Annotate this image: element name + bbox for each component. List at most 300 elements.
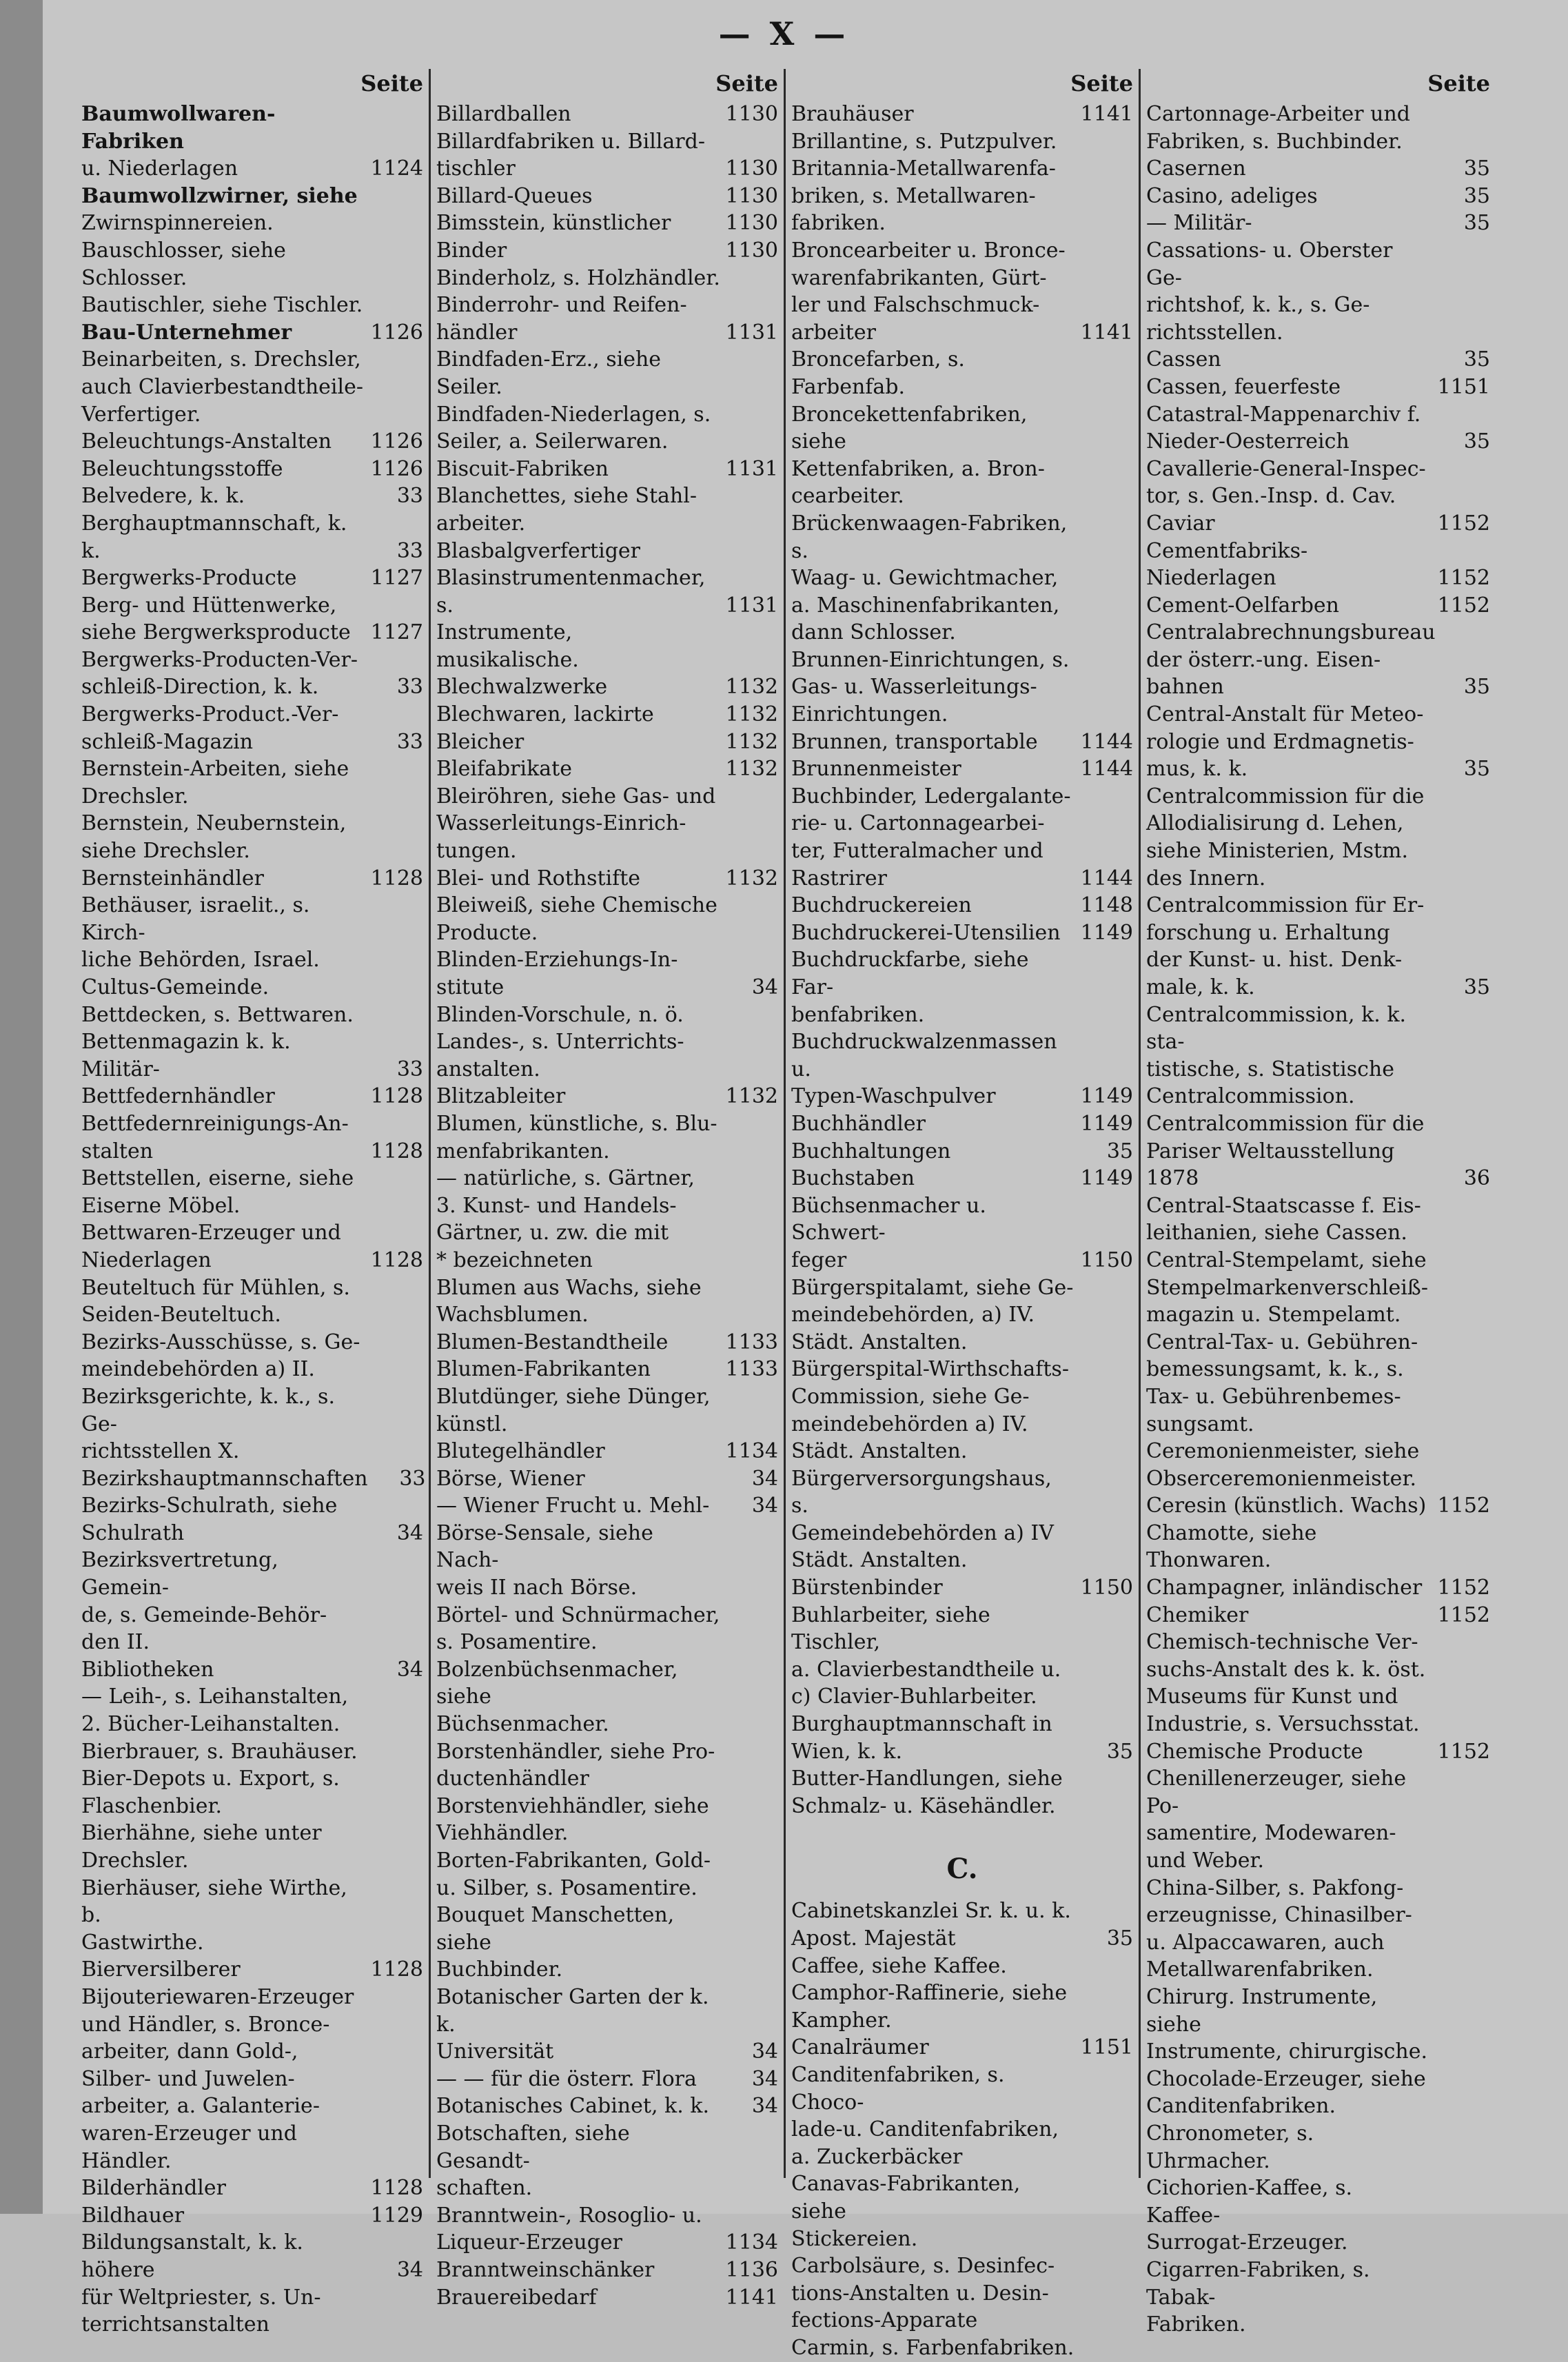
entry-page-ref: 33 bbox=[396, 538, 423, 563]
index-entry bbox=[1146, 2038, 1490, 2066]
index-entry bbox=[1146, 701, 1490, 729]
entry-term: Caviar bbox=[1146, 511, 1215, 536]
index-entry bbox=[436, 2284, 778, 2312]
entry-term: Apost. Majestät bbox=[791, 1926, 956, 1951]
index-entry bbox=[1146, 1001, 1490, 1056]
entry-term: Cartonnage-Arbeiter und bbox=[1146, 102, 1411, 126]
entry-term: Branntwein-, Rosoglio- u. bbox=[436, 2203, 702, 2228]
entry-term: Cavallerie-General-Inspec- bbox=[1146, 456, 1426, 481]
entry-page-ref: 1130 bbox=[725, 238, 778, 263]
entry-page-ref: 1152 bbox=[1437, 1739, 1490, 1764]
index-entry bbox=[1146, 1956, 1490, 1984]
index-entry bbox=[436, 1820, 778, 1847]
entry-page-ref: 35 bbox=[1463, 757, 1490, 782]
entry-term: händler bbox=[436, 320, 518, 345]
entry-term: Canditenfabriken, s. Choco- bbox=[791, 2062, 1005, 2115]
entry-list bbox=[791, 101, 1133, 1820]
entry-term: Wasserleitungs-Einrich- bbox=[436, 811, 686, 836]
entry-term: Bleiweiß, siehe Chemische bbox=[436, 893, 717, 918]
entry-term: Bürgerspitalamt, siehe Ge- bbox=[791, 1275, 1074, 1300]
entry-term: Butter-Handlungen, siehe bbox=[791, 1767, 1063, 1791]
index-entry bbox=[81, 946, 423, 974]
index-entry bbox=[436, 1574, 778, 1602]
index-entry bbox=[436, 155, 778, 183]
index-entry bbox=[791, 1656, 1133, 1684]
entry-term: Bau-Unternehmer bbox=[81, 320, 292, 345]
index-entry bbox=[791, 2061, 1133, 2116]
index-entry bbox=[436, 237, 778, 265]
entry-term: Bettfedernhändler bbox=[81, 1084, 275, 1109]
entry-term: Central-Tax- u. Gebühren- bbox=[1146, 1330, 1418, 1354]
index-entry bbox=[1146, 374, 1490, 401]
entry-page-ref: 1152 bbox=[1437, 1576, 1490, 1600]
entry-term: Carmin, s. Farbenfabriken. bbox=[791, 2335, 1075, 2360]
index-entry bbox=[1146, 456, 1490, 483]
index-column-4 bbox=[1141, 69, 1496, 2337]
entry-term: Central-Staatscasse f. Eis- bbox=[1146, 1193, 1421, 1218]
index-entry bbox=[791, 1165, 1133, 1192]
index-entry bbox=[1146, 1820, 1490, 1847]
index-entry bbox=[81, 292, 423, 319]
entry-term: Britannia-Metallwarenfa- bbox=[791, 156, 1056, 181]
entry-term: Casino, adeliges bbox=[1146, 183, 1318, 208]
index-entry bbox=[81, 2229, 423, 2283]
index-entry bbox=[791, 128, 1133, 156]
index-entry bbox=[81, 482, 423, 510]
entry-term: Caffee, siehe Kaffee. bbox=[791, 1953, 1007, 1978]
entry-term: Broncearbeiter u. Bronce- bbox=[791, 238, 1066, 263]
entry-term: Fabriken. bbox=[1146, 2312, 1246, 2337]
index-entry bbox=[791, 1897, 1133, 1925]
index-entry bbox=[1146, 729, 1490, 756]
entry-term: male, k. k. bbox=[1146, 975, 1255, 999]
index-entry bbox=[81, 1247, 423, 1274]
index-entry bbox=[1146, 1083, 1490, 1110]
entry-term: Büchsenmacher. bbox=[436, 1712, 609, 1737]
entry-page-ref: 35 bbox=[1106, 1926, 1133, 1951]
index-entry bbox=[81, 1274, 423, 1302]
index-entry bbox=[81, 1683, 423, 1711]
entry-term: Buchhaltungen bbox=[791, 1139, 951, 1163]
index-entry bbox=[1146, 592, 1490, 620]
index-entry bbox=[791, 2144, 1133, 2171]
entry-term: Bürgerversorgungshaus, s. bbox=[791, 1466, 1052, 1518]
entry-term: c) Clavier-Buhlarbeiter. bbox=[791, 1684, 1037, 1709]
index-entry bbox=[81, 865, 423, 893]
index-entry bbox=[436, 865, 778, 893]
entry-page-ref: 1126 bbox=[370, 429, 423, 454]
entry-term: Billardballen bbox=[436, 102, 571, 126]
entry-page-ref: 1152 bbox=[1437, 593, 1490, 618]
column-header-seite: Seite bbox=[715, 70, 778, 96]
entry-term: Chemische Producte bbox=[1146, 1739, 1363, 1764]
index-entry bbox=[791, 183, 1133, 210]
entry-term: Flaschenbier. bbox=[81, 1793, 223, 1818]
entry-term: Billard-Queues bbox=[436, 183, 593, 208]
index-entry bbox=[436, 1465, 778, 1493]
entry-term: Buchhändler bbox=[791, 1111, 926, 1136]
entry-term: Bierhäuser, siehe Wirthe, b. bbox=[81, 1875, 347, 1928]
index-entry bbox=[436, 1520, 778, 1574]
index-entry bbox=[81, 1110, 423, 1138]
index-entry bbox=[81, 456, 423, 483]
entry-page-ref: 1144 bbox=[1080, 757, 1133, 782]
entry-page-ref: 1132 bbox=[725, 866, 778, 890]
entry-term: Bürgerspital-Wirthschafts- bbox=[791, 1357, 1069, 1382]
index-entry bbox=[81, 755, 423, 783]
column-header-seite: Seite bbox=[1070, 70, 1133, 96]
index-entry bbox=[436, 128, 778, 156]
index-column-3 bbox=[786, 69, 1141, 2360]
index-entry bbox=[1146, 155, 1490, 183]
index-entry bbox=[81, 2202, 423, 2230]
index-entry bbox=[436, 1083, 778, 1110]
entry-term: Beleuchtungsstoffe bbox=[81, 456, 283, 481]
entry-term: Chamotte, siehe Thonwaren. bbox=[1146, 1520, 1317, 1573]
index-entry bbox=[1146, 1056, 1490, 1083]
index-entry bbox=[791, 1520, 1133, 1547]
entry-term: Instrumente, musikalische. bbox=[436, 620, 579, 672]
entry-term: Brunnenmeister bbox=[791, 757, 961, 782]
entry-page-ref: 34 bbox=[751, 2066, 778, 2091]
index-entry bbox=[1146, 1411, 1490, 1438]
index-entry bbox=[791, 2307, 1133, 2334]
entry-page-ref: 1128 bbox=[370, 866, 423, 890]
entry-term: Industrie, s. Versuchsstat. bbox=[1146, 1712, 1420, 1737]
index-entry bbox=[1146, 319, 1490, 347]
index-entry bbox=[791, 2170, 1133, 2225]
entry-term: Chirurg. Instrumente, siehe bbox=[1146, 1984, 1378, 2037]
entry-page-ref: 1133 bbox=[725, 1330, 778, 1354]
index-entry bbox=[791, 1274, 1133, 1302]
index-entry bbox=[436, 946, 778, 974]
entry-term: Blechwaren, lackirte bbox=[436, 702, 654, 727]
entry-term: Blasinstrumentenmacher, s. bbox=[436, 566, 706, 618]
entry-page-ref: 1127 bbox=[370, 566, 423, 591]
entry-term: Blitzableiter bbox=[436, 1084, 566, 1109]
index-entry bbox=[436, 1875, 778, 1902]
entry-page-ref: 1128 bbox=[370, 1084, 423, 1109]
index-entry bbox=[81, 2148, 423, 2175]
section-heading-c: C. bbox=[946, 1853, 978, 1886]
entry-list bbox=[81, 101, 426, 2339]
entry-page-ref: 1132 bbox=[725, 702, 778, 727]
entry-term: Cassations- u. Oberster Ge- bbox=[1146, 238, 1393, 290]
entry-term: cearbeiter. bbox=[791, 484, 904, 509]
entry-term: Typen-Waschpulver bbox=[791, 1084, 996, 1109]
index-entry bbox=[1146, 647, 1490, 674]
entry-term: Centralabrechnungsbureau bbox=[1146, 620, 1436, 645]
index-entry bbox=[1146, 2311, 1490, 2339]
entry-term: Billardfabriken u. Billard- bbox=[436, 129, 705, 154]
index-entry bbox=[436, 1301, 778, 1329]
index-entry bbox=[81, 837, 423, 865]
entry-term: Kampher. bbox=[791, 2008, 892, 2033]
entry-term: Broncekettenfabriken, siehe bbox=[791, 402, 1028, 454]
entry-term: Bettstellen, eiserne, siehe bbox=[81, 1166, 354, 1191]
index-entry bbox=[81, 346, 423, 374]
index-entry bbox=[791, 865, 1133, 893]
index-entry bbox=[1146, 1683, 1490, 1711]
entry-page-ref: 35 bbox=[1463, 211, 1490, 236]
entry-term: meindebehörden a) IV. bbox=[791, 1412, 1028, 1436]
index-entry bbox=[791, 456, 1133, 483]
entry-term: 2. Bücher-Leihanstalten. bbox=[81, 1712, 340, 1737]
index-entry bbox=[436, 755, 778, 783]
entry-term: Brauereibedarf bbox=[436, 2285, 597, 2310]
index-entry bbox=[436, 2038, 778, 2066]
entry-term: — Militär- bbox=[1146, 211, 1252, 236]
index-entry bbox=[436, 292, 778, 319]
index-entry bbox=[1146, 783, 1490, 811]
entry-term: Seiler, a. Seilerwaren. bbox=[436, 429, 669, 454]
entry-term: Cassen bbox=[1146, 347, 1221, 372]
index-entry bbox=[791, 155, 1133, 183]
entry-term: Liqueur-Erzeuger bbox=[436, 2230, 623, 2255]
index-entry bbox=[81, 1984, 423, 2011]
index-entry bbox=[81, 1875, 423, 1929]
index-columns bbox=[76, 69, 1547, 2360]
entry-term: richtsstellen. bbox=[1146, 320, 1283, 345]
entry-page-ref: 1149 bbox=[1080, 1111, 1133, 1136]
entry-term: Cassen, feuerfeste bbox=[1146, 374, 1341, 399]
index-entry bbox=[791, 2034, 1133, 2061]
entry-term: Chemiker bbox=[1146, 1602, 1249, 1627]
index-entry bbox=[436, 183, 778, 210]
entry-page-ref: 34 bbox=[751, 2094, 778, 2119]
index-entry bbox=[791, 482, 1133, 510]
entry-term: ter, Futteralmacher und bbox=[791, 839, 1043, 864]
entry-page-ref: 1126 bbox=[370, 456, 423, 481]
index-entry bbox=[81, 2038, 423, 2066]
entry-term: Buchbinder. bbox=[436, 1957, 563, 1982]
entry-term: siehe Drechsler. bbox=[81, 839, 250, 864]
entry-term: forschung u. Erhaltung bbox=[1146, 920, 1390, 945]
entry-term: Binder bbox=[436, 238, 507, 263]
index-entry bbox=[81, 673, 423, 701]
index-entry bbox=[436, 1110, 778, 1138]
index-entry bbox=[1146, 1902, 1490, 1929]
index-entry bbox=[791, 592, 1133, 620]
entry-term: Centralcommission, k. k. sta- bbox=[1146, 1002, 1407, 1055]
index-entry bbox=[1146, 1138, 1490, 1165]
index-entry bbox=[1146, 1110, 1490, 1138]
index-entry bbox=[81, 1356, 423, 1383]
index-entry bbox=[791, 401, 1133, 456]
entry-term: feger bbox=[791, 1248, 847, 1272]
entry-term: Blumen-Bestandtheile bbox=[436, 1330, 669, 1354]
entry-term: Chemisch-technische Ver- bbox=[1146, 1630, 1418, 1655]
entry-term: Bergwerks-Producten-Ver- bbox=[81, 647, 358, 672]
index-entry bbox=[791, 729, 1133, 756]
index-entry bbox=[436, 1028, 778, 1056]
entry-page-ref: 1136 bbox=[725, 2257, 778, 2282]
index-entry bbox=[1146, 619, 1490, 647]
entry-term: — — für die österr. Flora bbox=[436, 2066, 697, 2091]
index-entry bbox=[1146, 974, 1490, 1001]
entry-page-ref: 1151 bbox=[1437, 374, 1490, 399]
index-entry bbox=[1146, 1301, 1490, 1329]
entry-term: rie- u. Cartonnagearbei- bbox=[791, 811, 1045, 836]
entry-term: Allodialisirung d. Lehen, bbox=[1146, 811, 1404, 836]
index-entry bbox=[81, 1001, 423, 1029]
entry-page-ref: 1131 bbox=[725, 320, 778, 345]
entry-term: Camphor-Raffinerie, siehe bbox=[791, 1981, 1068, 2006]
entry-term: Schmalz- u. Käsehändler. bbox=[791, 1793, 1056, 1818]
entry-term: Bergwerks-Product.-Ver- bbox=[81, 702, 339, 727]
index-entry bbox=[436, 1956, 778, 1984]
index-entry bbox=[81, 1602, 423, 1629]
index-entry bbox=[436, 619, 778, 673]
entry-page-ref: 1133 bbox=[725, 1357, 778, 1382]
entry-term: tions-Anstalten u. Desin- bbox=[791, 2281, 1049, 2305]
entry-page-ref: 1152 bbox=[1437, 1602, 1490, 1627]
index-entry bbox=[791, 783, 1133, 811]
entry-term: ler und Falschschmuck- bbox=[791, 293, 1040, 318]
entry-term: liche Behörden, Israel. bbox=[81, 948, 320, 973]
index-entry bbox=[791, 2007, 1133, 2035]
entry-page-ref: 1150 bbox=[1080, 1576, 1133, 1600]
entry-term: Tax- u. Gebührenbemes- bbox=[1146, 1384, 1401, 1409]
index-entry bbox=[1146, 1274, 1490, 1302]
entry-term: Baumwollwaren-Fabriken bbox=[81, 102, 276, 154]
index-entry bbox=[436, 2202, 778, 2230]
entry-term: Börse, Wiener bbox=[436, 1466, 585, 1491]
entry-term: Bezirksgerichte, k. k., s. Ge- bbox=[81, 1384, 335, 1436]
entry-term: Nieder-Oesterreich bbox=[1146, 429, 1350, 454]
index-entry bbox=[81, 2120, 423, 2148]
index-entry bbox=[436, 346, 778, 400]
entry-term: Bleiröhren, siehe Gas- und bbox=[436, 784, 716, 808]
entry-term: Drechsler. bbox=[81, 1849, 189, 1873]
index-entry bbox=[436, 319, 778, 347]
index-entry bbox=[436, 783, 778, 811]
entry-term: u. Niederlagen bbox=[81, 156, 238, 181]
index-entry bbox=[81, 783, 423, 811]
entry-term: Bierbrauer, s. Brauhäuser. bbox=[81, 1739, 358, 1764]
index-entry bbox=[1146, 1984, 1490, 2038]
entry-term: Blei- und Rothstifte bbox=[436, 866, 641, 890]
entry-page-ref: 1148 bbox=[1080, 893, 1133, 918]
index-entry bbox=[1146, 428, 1490, 456]
entry-term: Baumwollzwirner, siehe bbox=[81, 183, 358, 208]
index-entry bbox=[1146, 2066, 1490, 2093]
index-entry bbox=[791, 1438, 1133, 1465]
entry-term: Museums für Kunst und bbox=[1146, 1684, 1398, 1709]
entry-term: Central-Stempelamt, siehe bbox=[1146, 1248, 1427, 1272]
entry-term: a. Zuckerbäcker bbox=[791, 2144, 963, 2169]
entry-term: Bettenmagazin k. k. Militär- bbox=[81, 1030, 291, 1081]
entry-term: Bildungsanstalt, k. k. höhere bbox=[81, 2230, 303, 2282]
index-entry bbox=[1146, 1847, 1490, 1875]
entry-term: Gastwirthe. bbox=[81, 1930, 204, 1955]
index-entry bbox=[436, 1219, 778, 1247]
index-entry bbox=[81, 510, 423, 564]
index-entry bbox=[791, 2226, 1133, 2253]
entry-term: Bier-Depots u. Export, s. bbox=[81, 1767, 340, 1791]
entry-page-ref: 1144 bbox=[1080, 729, 1133, 754]
entry-term: fections-Apparate bbox=[791, 2308, 978, 2333]
entry-page-ref: 35 bbox=[1463, 429, 1490, 454]
entry-term: * bezeichneten bbox=[436, 1248, 593, 1272]
entry-term: Blumen, künstliche, s. Blu- bbox=[436, 1111, 717, 1136]
index-entry bbox=[1146, 1711, 1490, 1738]
index-entry bbox=[436, 1793, 778, 1820]
index-entry bbox=[1146, 1629, 1490, 1656]
index-entry bbox=[436, 1438, 778, 1465]
entry-term: Fabriken, s. Buchbinder. bbox=[1146, 129, 1403, 154]
entry-term: tungen. bbox=[436, 839, 517, 864]
entry-term: richtsstellen X. bbox=[81, 1439, 240, 1464]
entry-term: künstl. bbox=[436, 1412, 508, 1436]
index-entry bbox=[436, 564, 778, 619]
index-entry bbox=[436, 1629, 778, 1656]
entry-page-ref: 35 bbox=[1463, 156, 1490, 181]
index-entry bbox=[791, 1574, 1133, 1602]
entry-term: Pariser Weltausstellung bbox=[1146, 1139, 1395, 1163]
index-entry bbox=[436, 1411, 778, 1438]
index-entry bbox=[791, 1301, 1133, 1329]
entry-page-ref: 34 bbox=[751, 1466, 778, 1491]
index-entry bbox=[791, 2116, 1133, 2144]
entry-term: Bezirks-Ausschüsse, s. Ge- bbox=[81, 1330, 360, 1354]
index-entry bbox=[81, 101, 423, 155]
entry-term: der Kunst- u. hist. Denk- bbox=[1146, 948, 1403, 973]
entry-term: Blumen-Fabrikanten bbox=[436, 1357, 651, 1382]
index-entry bbox=[436, 1329, 778, 1356]
entry-term: Obserceremonienmeister. bbox=[1146, 1466, 1417, 1491]
index-entry bbox=[81, 1629, 423, 1656]
index-entry bbox=[791, 2334, 1133, 2362]
entry-page-ref: 1134 bbox=[725, 2230, 778, 2255]
entry-page-ref: 1130 bbox=[725, 211, 778, 236]
entry-page-ref: 1151 bbox=[1080, 2035, 1133, 2060]
entry-term: Binderrohr- und Reifen- bbox=[436, 293, 687, 318]
entry-term: Beinarbeiten, s. Drechsler, bbox=[81, 347, 361, 372]
index-entry bbox=[81, 1956, 423, 1984]
entry-term: Branntweinschänker bbox=[436, 2257, 655, 2282]
entry-term: weis II nach Börse. bbox=[436, 1576, 638, 1600]
entry-term: Bezirks-Schulrath, siehe bbox=[81, 1494, 338, 1518]
entry-term: Cabinetskanzlei Sr. k. u. k. bbox=[791, 1899, 1071, 1924]
index-entry bbox=[436, 1192, 778, 1220]
entry-term: Brunnen-Einrichtungen, s. bbox=[791, 647, 1070, 672]
entry-term: Chenillenerzeuger, siehe Po- bbox=[1146, 1767, 1407, 1818]
index-entry bbox=[81, 810, 423, 837]
index-entry bbox=[436, 101, 778, 128]
index-entry bbox=[1146, 1520, 1490, 1574]
entry-term: Commission, siehe Ge- bbox=[791, 1384, 1030, 1409]
entry-term: Blutdünger, siehe Dünger, bbox=[436, 1384, 711, 1409]
index-entry bbox=[436, 892, 778, 919]
entry-term: Cichorien-Kaffee, s. Kaffee- bbox=[1146, 2176, 1353, 2228]
entry-term: Chocolade-Erzeuger, siehe bbox=[1146, 2066, 1426, 2091]
index-entry bbox=[1146, 892, 1490, 919]
entry-term: arbeiter bbox=[791, 320, 876, 345]
index-entry bbox=[791, 292, 1133, 319]
entry-term: Borstenhändler, siehe Pro- bbox=[436, 1739, 715, 1764]
entry-term: arbeiter, a. Galanterie- bbox=[81, 2094, 320, 2119]
entry-term: Zwirnspinnereien. bbox=[81, 211, 274, 236]
entry-page-ref: 1141 bbox=[725, 2285, 778, 2310]
index-entry bbox=[1146, 1929, 1490, 1957]
entry-term: Börtel- und Schnürmacher, bbox=[436, 1602, 720, 1627]
entry-term: Bettfedernreinigungs-An- bbox=[81, 1111, 349, 1136]
entry-page-ref: 1152 bbox=[1437, 1494, 1490, 1518]
entry-term: Champagner, inländischer bbox=[1146, 1576, 1423, 1600]
entry-term: meindebehörden, a) IV. bbox=[791, 1303, 1035, 1327]
index-entry bbox=[791, 1765, 1133, 1793]
